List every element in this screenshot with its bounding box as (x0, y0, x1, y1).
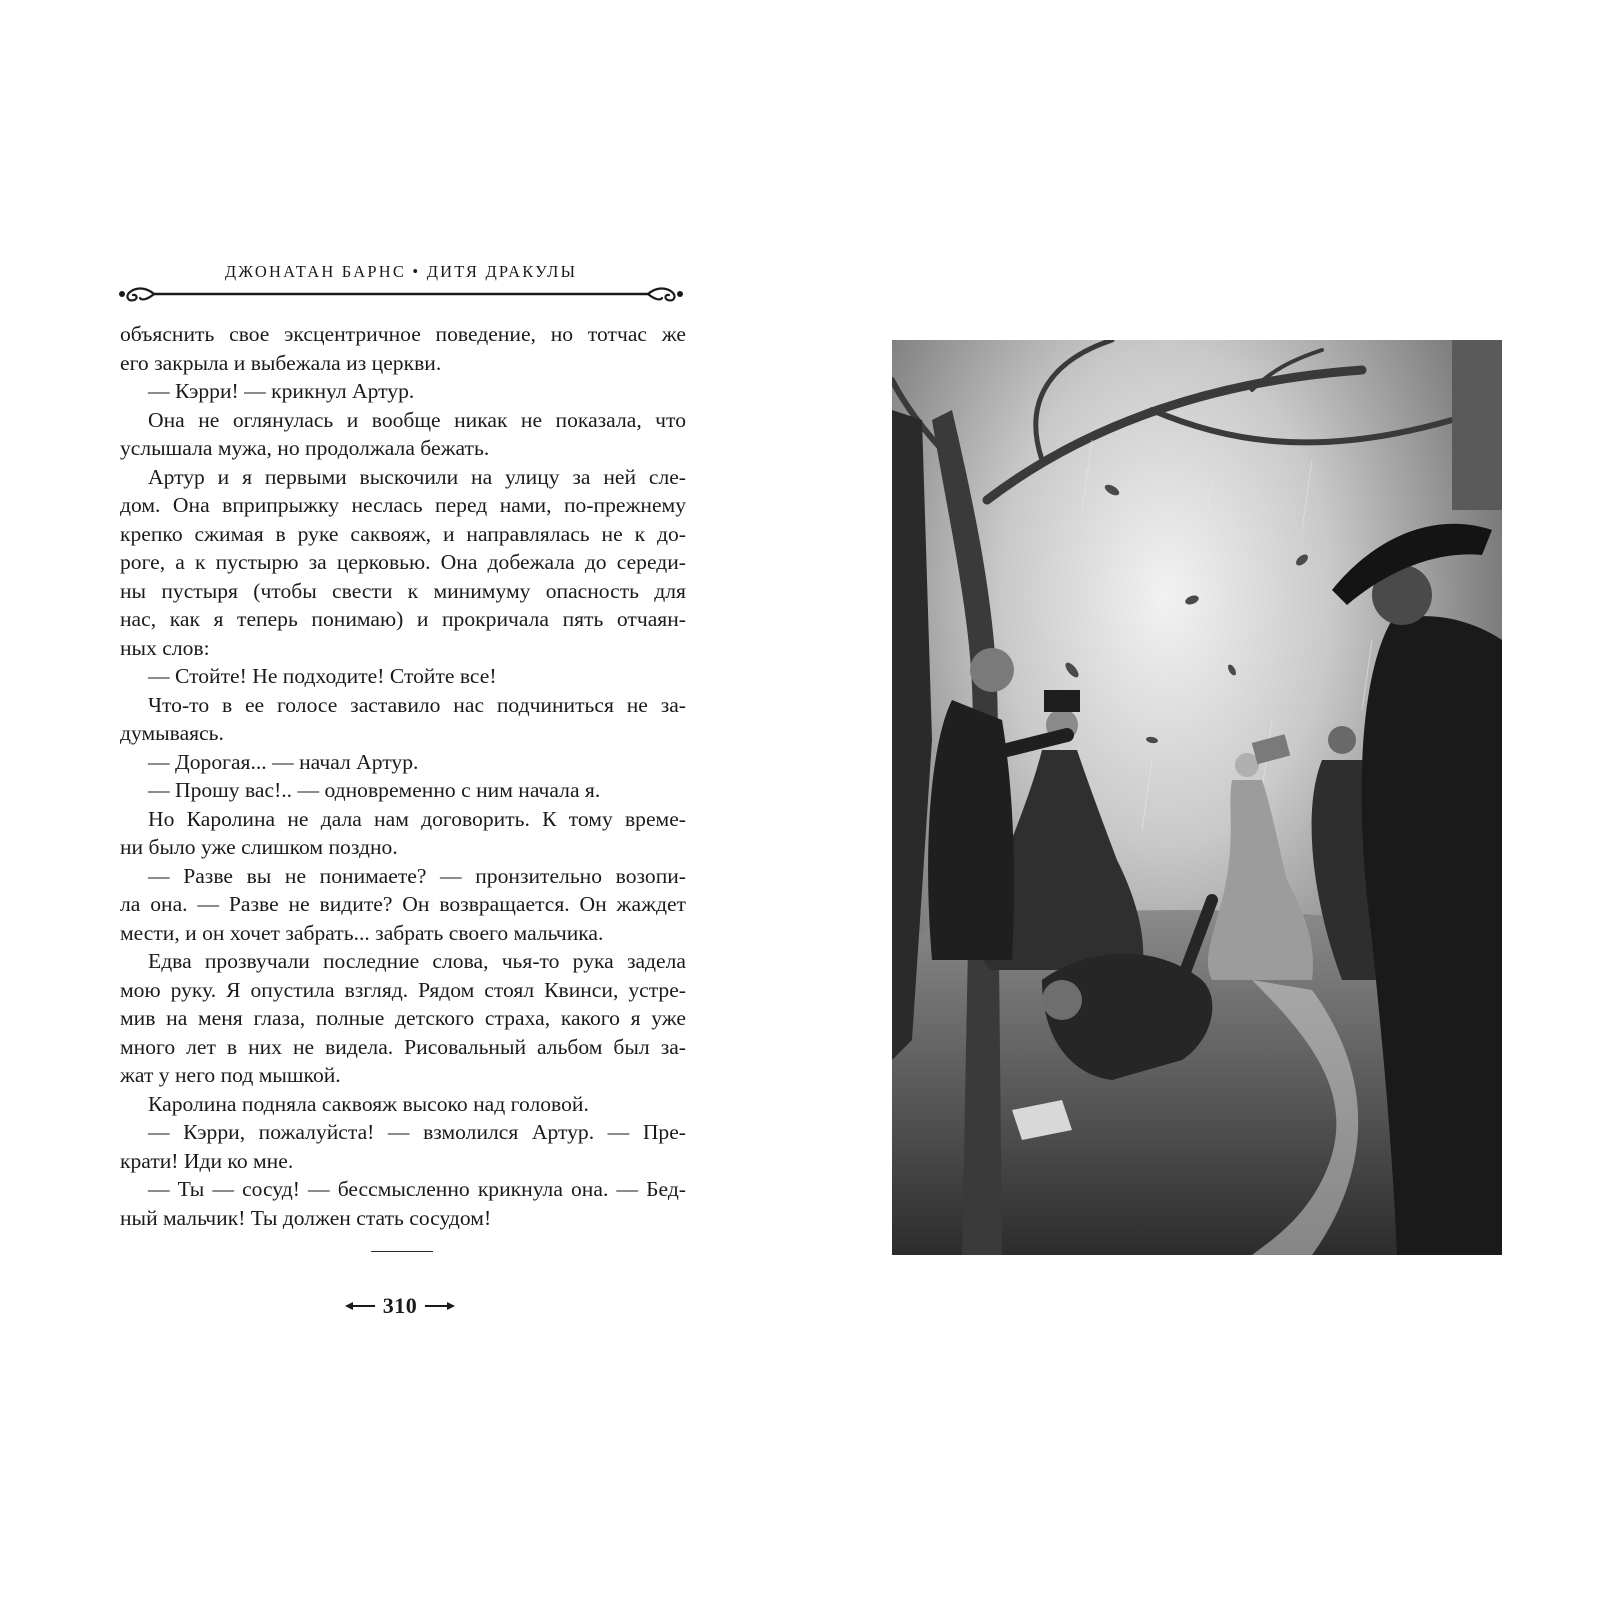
text-line: Что-то в ее голосе заставило нас подчиниться не за- (148, 692, 686, 717)
text-line: Каролина подняла саквояж высоко над головой. (148, 1091, 589, 1116)
text-line: жат у него под мышкой. (120, 1063, 341, 1087)
text-line: — Прошу вас!.. — одновременно с ним начала я. (148, 778, 601, 802)
section-end-rule (371, 1251, 433, 1252)
building-edge (1452, 340, 1502, 510)
text-line: объяснить свое эксцентричное поведение, но тотчас же (120, 322, 686, 346)
running-head-author: ДЖОНАТАН БАРНС (224, 262, 407, 281)
text-line: ных слов: (120, 635, 210, 660)
text-line: — Кэрри, пожалуйста! — взмолился Артур. — Пре- (148, 1120, 686, 1144)
text-line: дом. Она вприпрыжку неслась перед нами, по-прежнему (120, 493, 686, 517)
text-line: много лет в них не видела. Рисовальный альбом был за- (120, 1034, 686, 1059)
text-line: крати! Иди ко мне. (120, 1148, 294, 1173)
text-line: Артур и я первыми выскочили на улицу за ней сле- (148, 464, 686, 489)
man-in-black-coat (928, 700, 1014, 960)
illustration-drawing (892, 340, 1502, 1255)
text-line: ный мальчик! Ты должен стать сосудом! (120, 1205, 492, 1230)
text-line: — Ты — сосуд! — бессмысленно крикнула она. — Бед- (148, 1177, 686, 1201)
text-line: Но Каролина не дала нам договорить. К тому време- (148, 806, 686, 831)
running-head-title: ДИТЯ ДРАКУЛЫ (426, 262, 578, 281)
text-line: думываясь. (120, 721, 224, 745)
running-head (118, 262, 684, 282)
illustration-rain-scene (892, 340, 1502, 1255)
page-folio (300, 1291, 500, 1321)
woman-hat (1044, 690, 1080, 712)
text-line: ны пустыря (чтобы свести к минимуму опасность для (120, 578, 686, 603)
text-line: услышала мужа, но продолжала бежать. (120, 436, 490, 460)
text-line: его закрыла и выбежала из церкви. (120, 350, 442, 375)
folio-left-arrow-ornament (345, 1301, 375, 1311)
text-line: роге, а к пустырю за церковью. Она добежала до середи- (120, 550, 686, 574)
body-text (120, 320, 686, 1232)
text-line: — Разве вы не понимаете? — пронзительно возопи- (148, 863, 686, 888)
text-line: крепко сжимая в руке саквояж, и направлялась не к до- (120, 521, 686, 546)
text-line: Она не оглянулась и вообще никак не показала, что (148, 407, 686, 432)
text-line: — Дорогая... — начал Артур. (148, 749, 419, 774)
text-line: Едва прозвучали последние слова, чья-то рука задела (148, 949, 686, 973)
text-line: ла она. — Разве не видите? Он возвращается. Он жаждет (120, 892, 686, 916)
text-line: — Стойте! Не подходите! Стойте все! (148, 664, 497, 688)
text-line: ни было уже слишком поздно. (120, 835, 398, 859)
text-line: мив на меня глаза, полные детского страха, какого я уже (120, 1006, 686, 1030)
text-line: мести, и он хочет забрать... забрать своего мальчика. (120, 920, 604, 945)
text-line: нас, как я теперь понимаю) и прокричала пять отчаян- (120, 607, 686, 631)
page-number: 310 (382, 1293, 418, 1318)
running-head-separator: • (412, 262, 421, 281)
text-line: мою руку. Я опустила взгляд. Рядом стоял Квинси, устре- (120, 977, 686, 1002)
text-line: — Кэрри! — крикнул Артур. (148, 379, 415, 403)
ornamental-rule (116, 284, 686, 304)
folio-right-arrow-ornament (425, 1301, 455, 1311)
